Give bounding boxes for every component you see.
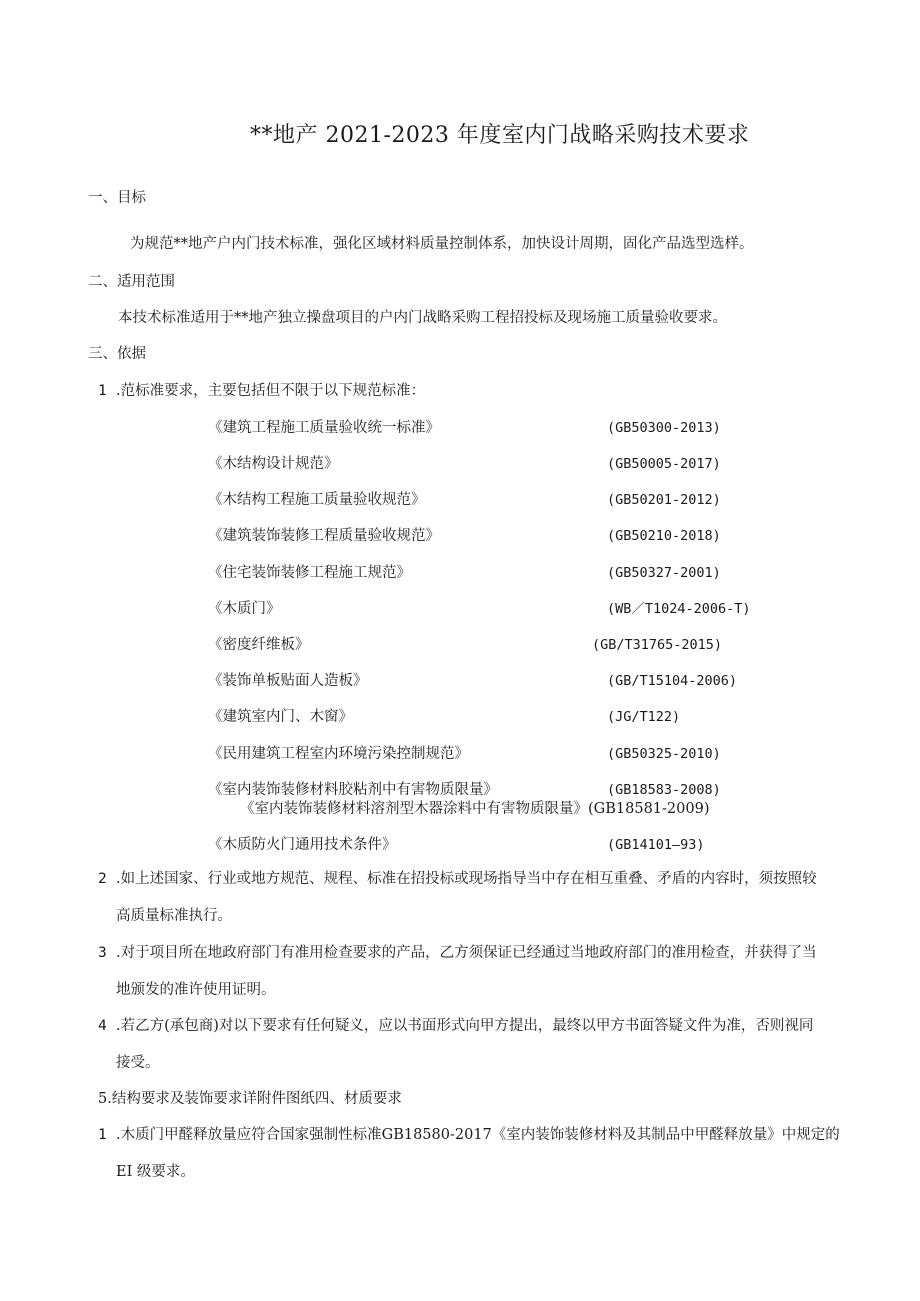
standard-code: (GB50005-2017) — [607, 456, 721, 472]
list-item-text-cont: 接受。 — [116, 1055, 160, 1071]
list-item-text-cont: EI 级要求。 — [116, 1164, 195, 1180]
standard-name: 《建筑装饰装修工程质量验收规范》 — [208, 528, 440, 544]
standard-name: 《木结构设计规范》 — [208, 456, 339, 472]
list-number: 1 — [98, 1127, 107, 1143]
list-item-text: .如上述国家、行业或地方规范、规程、标准在招投标或现场指导当中存在相互重叠、矛盾的内容时，须按照较 — [116, 871, 817, 887]
standard-name: 《室内装饰装修材料溶剂型木器涂料中有害物质限量》(GB18581-2009) — [240, 801, 710, 817]
list-number: 4 — [98, 1018, 107, 1034]
standard-name: 《住宅装饰装修工程施工规范》 — [208, 565, 411, 581]
standard-name: 《密度纤维板》 — [208, 637, 310, 653]
section-body-goal: 为规范**地产户内门技术标准，强化区域材料质量控制体系，加快设计周期，固化产品选型选样。 — [130, 236, 754, 252]
standard-name: 《建筑室内门、木窗》 — [208, 709, 353, 725]
standard-code: (GB18583-2008) — [607, 782, 721, 798]
standard-name: 《建筑工程施工质量验收统一标准》 — [208, 420, 440, 436]
standard-name: 《木质防火门通用技术条件》 — [208, 837, 397, 853]
list-item-text: .若乙方(承包商)对以下要求有任何疑义，应以书面形式向甲方提出，最终以甲方书面答疑文件为准，否则视同 — [116, 1018, 814, 1034]
standard-name: 《木质门》 — [208, 601, 281, 617]
standard-code: (JG/T122) — [607, 709, 681, 725]
standard-code: (GB50325-2010) — [607, 746, 721, 762]
standard-name: 《室内装饰装修材料胶粘剂中有害物质限量》 — [208, 782, 498, 798]
document-title: **地产 2021-2023 年度室内门战略采购技术要求 — [250, 123, 750, 148]
list-number: 1 — [98, 383, 107, 399]
list-number: 3 — [98, 945, 107, 961]
section-heading-basis: 三、依据 — [88, 346, 146, 362]
section-heading-goal: 一、目标 — [88, 190, 146, 206]
list-item-text: .范标准要求，主要包括但不限于以下规范标准： — [116, 383, 426, 399]
standard-code: (GB14101—93) — [607, 837, 705, 853]
list-item-text: 5.结构要求及装饰要求详附件图纸四、材质要求 — [98, 1091, 402, 1107]
standard-code: (GB50327-2001) — [607, 565, 721, 581]
section-body-scope: 本技术标准适用于**地产独立操盘项目的户内门战略采购工程招投标及现场施工质量验收要求。 — [118, 310, 727, 326]
list-item-text: .木质门甲醛释放量应符合国家强制性标准GB18580-2017《室内装饰装修材料及其制品中甲醛释放量》中规定的 — [116, 1127, 840, 1143]
list-item-text-cont: 地颁发的准许使用证明。 — [116, 982, 276, 998]
standard-name: 《木结构工程施工质量验收规范》 — [208, 492, 426, 508]
standard-name: 《装饰单板贴面人造板》 — [208, 673, 368, 689]
list-number: 2 — [98, 871, 107, 887]
standard-name: 《民用建筑工程室内环境污染控制规范》 — [208, 746, 469, 762]
standard-code: (GB50201-2012) — [607, 492, 721, 508]
standard-code: (GB50210-2018) — [607, 528, 721, 544]
section-heading-scope: 二、适用范围 — [88, 274, 175, 290]
list-item-text-cont: 高质量标准执行。 — [116, 908, 232, 924]
standard-code: (GB/T31765-2015) — [592, 637, 723, 653]
list-item-text: .对于项目所在地政府部门有准用检查要求的产品，乙方须保证已经通过当地政府部门的准用检查，并获得了当 — [116, 945, 817, 961]
standard-code: (GB50300-2013) — [607, 420, 721, 436]
standard-code: (GB/T15104-2006) — [607, 673, 738, 689]
standard-code: (WB／T1024-2006-T) — [607, 601, 751, 617]
